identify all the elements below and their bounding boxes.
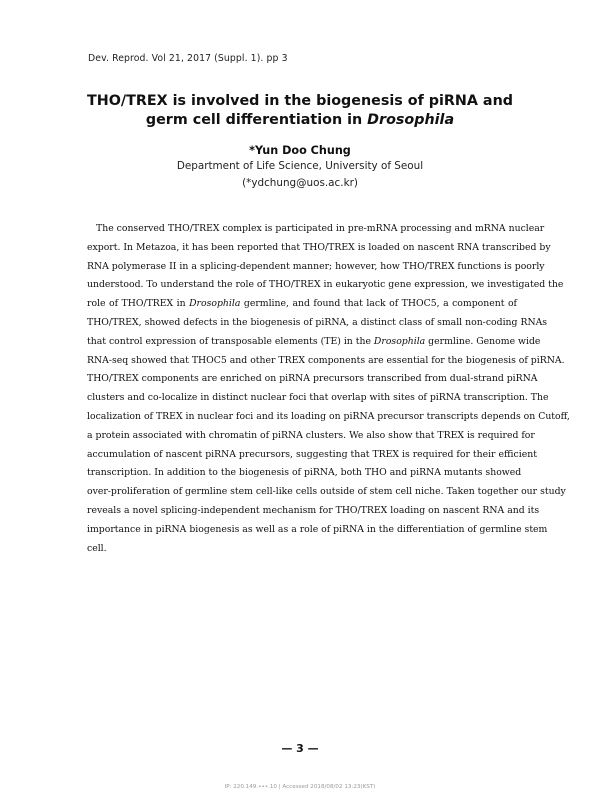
access-watermark: IP: 220.149.•••.10 | Accessed 2018/08/02 13:23(KST)	[224, 784, 376, 790]
abstract-text: that control expression of transposable elements (TE) in the	[87, 335, 374, 347]
species-italic: Drosophila	[189, 298, 241, 310]
author-email: (*ydchung@uos.ac.kr)	[242, 177, 358, 189]
abstract-text: role of THO/TREX in	[87, 298, 190, 310]
species-italic: Drosophila	[373, 335, 426, 347]
abstract-line: The conserved THO/TREX complex is participated in pre-mRNA processing and mRNA nuclear	[96, 223, 545, 234]
abstract-line: understood. To understand the role of THO/TREX in eukaryotic gene expression, we investigated the	[87, 279, 564, 291]
abstract-line: over-proliferation of germline stem cell-like cells outside of stem cell niche. Taken together our study	[87, 486, 566, 498]
abstract-line: reveals a novel splicing-independent mechanism for THO/TREX loading on nascent RNA and its	[87, 504, 540, 516]
journal-citation: Dev. Reprod. Vol 21, 2017 (Suppl. 1). pp 3	[88, 53, 288, 64]
abstract-line: cell.	[87, 542, 107, 554]
title-line-2-text: germ cell differentiation in	[145, 112, 368, 128]
abstract-text: germline, and found that lack of THOC5, a component of	[240, 298, 517, 310]
abstract-line: export. In Metazoa, it has been reported that THO/TREX is loaded on nascent RNA transcribed by	[87, 241, 551, 253]
abstract-line: clusters and co-localize in distinct nuclear foci that overlap with sites of piRNA transcription. The	[87, 392, 549, 404]
abstract-line: RNA polymerase II in a splicing-dependent manner; however, how THO/TREX functions is poorly	[87, 260, 545, 272]
abstract-line: a protein associated with chromatin of piRNA clusters. We also show that TREX is required for	[87, 429, 535, 441]
abstract-body	[87, 220, 570, 558]
abstract-line: RNA-seq showed that THOC5 and other TREX components are essential for the biogenesis of piRNA.	[87, 354, 565, 366]
page-number: — 3 —	[281, 742, 319, 755]
abstract-line: importance in piRNA biogenesis as well as a role of piRNA in the differentiation of germline stem	[87, 523, 548, 535]
abstract-line	[87, 333, 541, 352]
abstract-line: accumulation of nascent piRNA precursors, suggesting that TREX is required for their efficient	[87, 448, 537, 460]
author-name: *Yun Doo Chung	[249, 144, 351, 157]
title-line-1: THO/TREX is involved in the biogenesis of piRNA and	[87, 93, 513, 109]
abstract-line	[87, 295, 517, 314]
abstract-line: THO/TREX components are enriched on piRNA precursors transcribed from dual-strand piRNA	[87, 373, 538, 385]
abstract-line: THO/TREX, showed defects in the biogenesis of piRNA, a distinct class of small non-coding RNAs	[87, 316, 548, 328]
abstract-line: transcription. In addition to the biogenesis of piRNA, both THO and piRNA mutants showed	[87, 467, 522, 479]
title-line-2	[60, 112, 540, 128]
title-species-italic: Drosophila	[367, 112, 455, 128]
abstract-line: localization of TREX in nuclear foci and its loading on piRNA precursor transcripts depends on Cutoff,	[87, 410, 570, 422]
abstract-text: germline. Genome wide	[425, 335, 541, 347]
author-affiliation: Department of Life Science, University of Seoul	[176, 160, 424, 172]
